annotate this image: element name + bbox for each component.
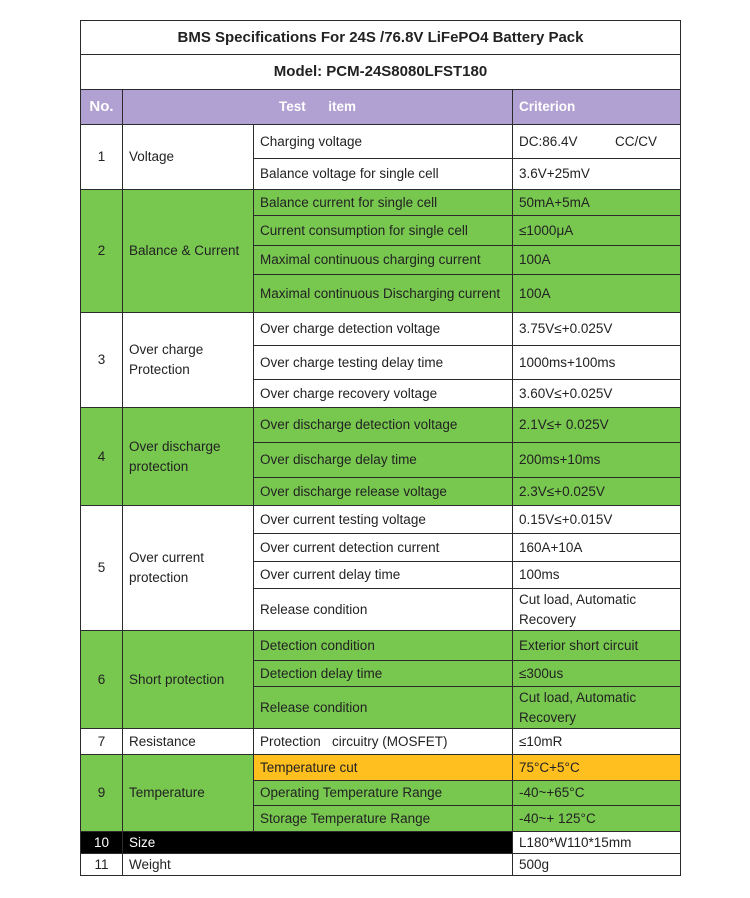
criterion: 100A [513, 275, 681, 313]
header-test-item: Test item [123, 90, 513, 125]
criterion: ≤300us [513, 661, 681, 687]
criterion: 2.1V≤+ 0.025V [513, 408, 681, 443]
test-item: Over current testing voltage [254, 506, 513, 534]
row-number: 9 [81, 755, 123, 832]
header-row [81, 90, 681, 125]
bms-spec-table [80, 20, 681, 876]
criterion: 2.3V≤+0.025V [513, 478, 681, 506]
criterion: 75°C+5°C [513, 755, 681, 781]
criterion: Exterior short circuit [513, 631, 681, 661]
table-row [81, 729, 681, 755]
table-row [81, 854, 681, 876]
row-group: Voltage [123, 125, 254, 190]
row-group: Size [123, 832, 513, 854]
criterion: -40~+ 125°C [513, 806, 681, 832]
row-group: Balance & Current [123, 190, 254, 313]
table-row [81, 408, 681, 443]
header-no: No. [81, 90, 123, 125]
test-item: Over charge recovery voltage [254, 380, 513, 408]
criterion: 160A+10A [513, 534, 681, 562]
test-item: Protection circuitry (MOSFET) [254, 729, 513, 755]
test-item: Operating Temperature Range [254, 781, 513, 806]
table-row [81, 125, 681, 159]
criterion: L180*W110*15mm [513, 832, 681, 854]
test-item: Release condition [254, 687, 513, 729]
criterion: 1000ms+100ms [513, 346, 681, 380]
test-item: Charging voltage [254, 125, 513, 159]
test-item: Release condition [254, 589, 513, 631]
table-row [81, 631, 681, 661]
test-item: Temperature cut [254, 755, 513, 781]
criterion: ≤1000μA [513, 216, 681, 246]
criterion: Cut load, Automatic Recovery [513, 687, 681, 729]
criterion: ≤10mR [513, 729, 681, 755]
test-item: Detection delay time [254, 661, 513, 687]
test-item: Over discharge detection voltage [254, 408, 513, 443]
test-item: Over discharge release voltage [254, 478, 513, 506]
row-number: 1 [81, 125, 123, 190]
row-group: Over discharge protection [123, 408, 254, 506]
table-row [81, 506, 681, 534]
row-number: 6 [81, 631, 123, 729]
row-number: 3 [81, 313, 123, 408]
row-number: 4 [81, 408, 123, 506]
test-item: Balance voltage for single cell [254, 159, 513, 190]
header-criterion: Criterion [513, 90, 681, 125]
table-row [81, 755, 681, 781]
row-group: Short protection [123, 631, 254, 729]
table-row [81, 190, 681, 216]
row-number: 7 [81, 729, 123, 755]
test-item: Storage Temperature Range [254, 806, 513, 832]
row-group: Temperature [123, 755, 254, 832]
test-item: Current consumption for single cell [254, 216, 513, 246]
table-row [81, 313, 681, 346]
table-row [81, 832, 681, 854]
test-item: Over discharge delay time [254, 443, 513, 478]
criterion: 100ms [513, 562, 681, 589]
row-number: 10 [81, 832, 123, 854]
criterion: 200ms+10ms [513, 443, 681, 478]
test-item: Balance current for single cell [254, 190, 513, 216]
criterion: Cut load, Automatic Recovery [513, 589, 681, 631]
criterion: 100A [513, 246, 681, 275]
table-title: BMS Specifications For 24S /76.8V LiFePO4 Battery Pack [81, 21, 681, 55]
row-group: Over current protection [123, 506, 254, 631]
criterion: 3.75V≤+0.025V [513, 313, 681, 346]
test-item: Detection condition [254, 631, 513, 661]
criterion: 0.15V≤+0.015V [513, 506, 681, 534]
criterion: -40~+65°C [513, 781, 681, 806]
criterion: 3.60V≤+0.025V [513, 380, 681, 408]
test-item: Over current delay time [254, 562, 513, 589]
test-item: Over current detection current [254, 534, 513, 562]
test-item: Maximal continuous charging current [254, 246, 513, 275]
row-number: 2 [81, 190, 123, 313]
row-group: Over charge Protection [123, 313, 254, 408]
row-number: 11 [81, 854, 123, 876]
criterion: DC:86.4V CC/CV [513, 125, 681, 159]
criterion: 3.6V+25mV [513, 159, 681, 190]
row-group: Weight [123, 854, 513, 876]
model-number: Model: PCM-24S8080LFST180 [81, 55, 681, 90]
row-number: 5 [81, 506, 123, 631]
row-group: Resistance [123, 729, 254, 755]
test-item: Over charge detection voltage [254, 313, 513, 346]
criterion: 50mA+5mA [513, 190, 681, 216]
test-item: Over charge testing delay time [254, 346, 513, 380]
test-item: Maximal continuous Discharging current [254, 275, 513, 313]
criterion: 500g [513, 854, 681, 876]
